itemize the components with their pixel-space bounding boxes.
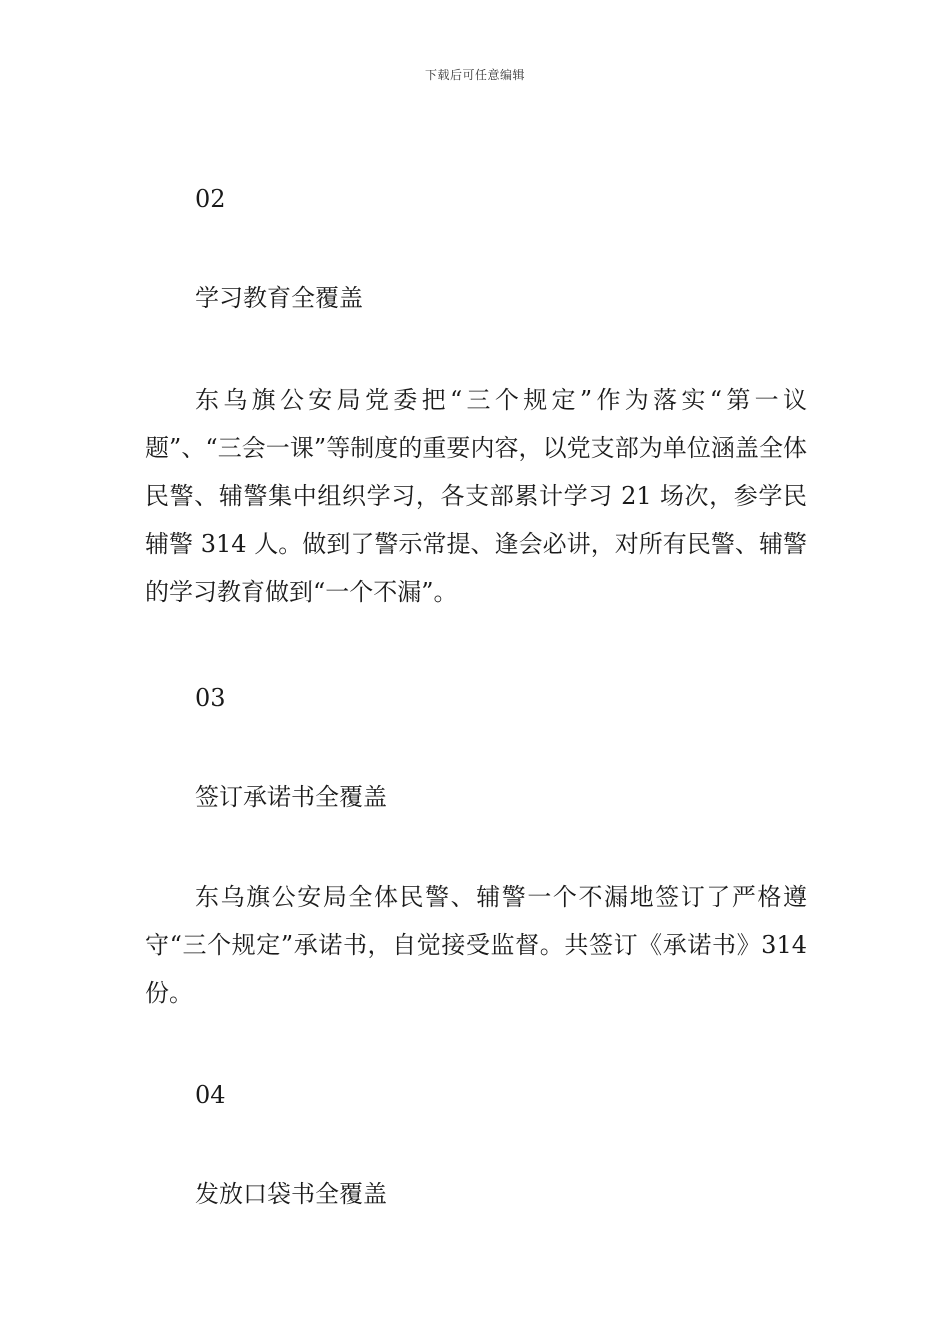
- section-heading: 发放口袋书全覆盖: [195, 1180, 387, 1208]
- section-heading: 学习教育全覆盖: [195, 284, 363, 312]
- section-heading: 签订承诺书全覆盖: [195, 783, 387, 811]
- section-body: 东乌旗公安局党委把“三个规定”作为落实“第一议题”、“三会一课”等制度的重要内容，以党支部为单位涵盖全体民警、辅警集中组织学习，各支部累计学习 21 场次，参学民辅警 314 人。做到了警示常提、逢会必讲，对所有民警、辅警的学习教育做到“一个不漏”。: [145, 386, 807, 606]
- section-body: 东乌旗公安局全体民警、辅警一个不漏地签订了严格遵守“三个规定”承诺书，自觉接受监督。共签订《承诺书》314 份。: [145, 883, 807, 1007]
- header-note: 下载后可任意编辑: [424, 68, 525, 82]
- section-number: 03: [195, 684, 226, 712]
- section-number: 02: [195, 185, 226, 213]
- section-number: 04: [195, 1081, 226, 1109]
